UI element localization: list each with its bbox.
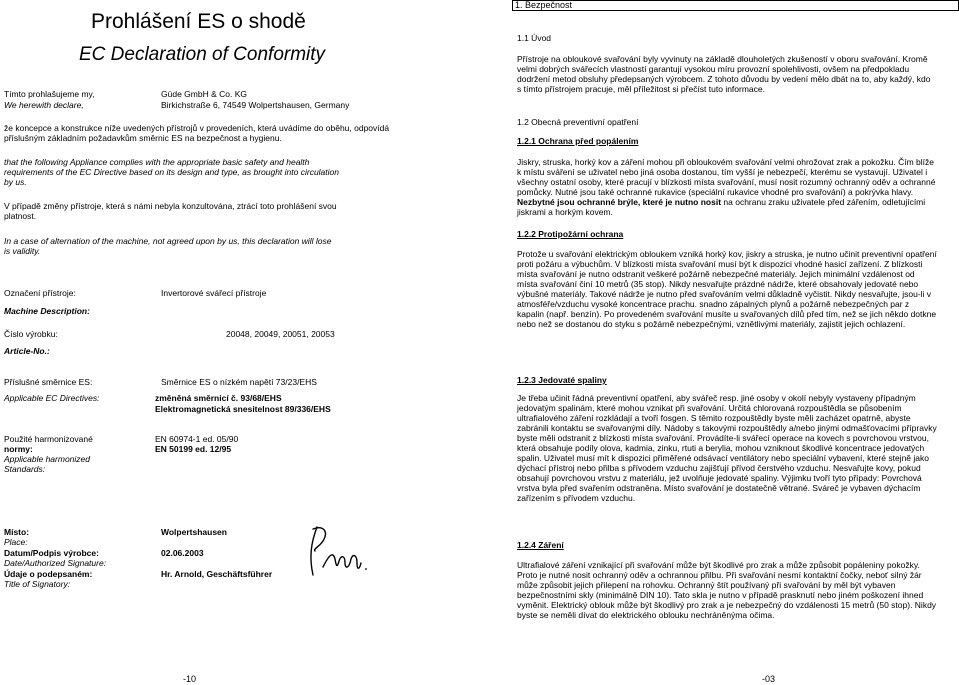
- directive-low-voltage: Směrnice ES o nízkém napětí 73/23/EHS: [161, 377, 317, 387]
- date-label-cs: Datum/Podpis výrobce:: [4, 548, 99, 558]
- company-name: Güde GmbH & Co. KG: [161, 89, 247, 99]
- signatory-label-cs: Údaje o podepsaném:: [4, 569, 93, 579]
- standards-label-cs: Použité harmonizované: [4, 434, 93, 444]
- directives-label-en: Applicable EC Directives:: [4, 393, 100, 403]
- section-1-2-1-text-bold: Nezbytné jsou ochranné brýle, které je nutno nosit: [517, 197, 722, 207]
- article-label-en: Article-No.:: [4, 346, 50, 356]
- signature-image: [303, 525, 373, 580]
- standards-label-en: Applicable harmonized: [4, 454, 90, 464]
- section-1-1-text: Přístroje na obloukové svařování byly vyvinuty na základě dlouholetých zkušeností v oboru svařování. Kromě velmi dobrých svářecích vlastností garantují vysokou míru provozní spolehlivosti, ovšem na předpokladu dodržení metod obsluhy předepsaných výrobcem. Z tohoto důvodu by vedení mělo dbát na to, aby každý, kdo s tímto přístrojem pracuje, měl příležitost si přečíst tuto informace.: [517, 54, 931, 94]
- section-1-2-2-text: Protože u svařování elektrickým obloukem vzniká horký kov, jiskry a struska, je nutno učinit preventivní opatření proti požáru a výbuchům. V blízkosti místa svařování musí být k dispozici vhodné hasicí zařízení. Z blízkosti místa svařování je nutno odstranit veškeré požárně nebezpečné materiály. Jejich minimální vzdálenost od místa svařování činí 10 metrů (35 stop). Nikdy nesvařujte prázdné nádrže, které obsahovaly jedovaté nebo výbušné materiály. Takové nádrže je nutno před svařováním velmi důkladně vyčistit. Nikdy nesvařujte, jsou-li v atmosféře/vzduchu vysoké koncentrace prachu. snadno zápalných plynů a požárně nebezpečných par z kapalin (např. benzín). Po provedeném svařování musíte u svařovaných dílů před tím, než se jich někdo dotkne nebo než se dostanou do styku s požárně nebezpečnými, vznětlivými materiály, zajistit jejich ochlazení.: [517, 249, 937, 329]
- declaration-para-cs: že koncepce a konstrukce níže uvedených přístrojů v provedeních, která uvádíme do oběhu, odpovídá příslušným základním požadavkům směrnic ES na bezpečnost a hygienu.: [4, 123, 390, 143]
- company-address: Birkichstraße 6, 74549 Wolpertshausen, Germany: [161, 100, 350, 110]
- directives-label-cs: Příslušné směrnice ES:: [4, 377, 93, 387]
- signatory-value: Hr. Arnold, Geschäftsführer: [161, 569, 273, 579]
- page-number-right: -03: [762, 674, 776, 684]
- page-title: Prohlášení ES o shodě: [91, 10, 306, 33]
- declare-label-en: We herewith declare,: [4, 100, 84, 110]
- page-number-left: -10: [183, 674, 197, 684]
- device-label-en: Machine Description:: [4, 306, 90, 316]
- declare-label-cs: Tímto prohlašujeme my,: [4, 89, 95, 99]
- section-1-2-1-text-b: na ochranu zraku uživatele před zářením, odletujícími jiskrami a horkým kovem.: [517, 197, 926, 217]
- directive-emc: Elektromagnetická snesitelnost 89/336/EHS: [155, 404, 331, 414]
- section-header: 1. Bezpečnost: [515, 0, 573, 10]
- section-1-2-1-title: 1.2.1 Ochrana před popálením: [517, 136, 639, 146]
- section-1-2-1-text: [517, 157, 937, 217]
- change-para-en: In a case of alternation of the machine, not agreed upon by us, this declaration will lose is validity.: [4, 236, 332, 256]
- section-1-2-3-title: 1.2.3 Jedovaté spaliny: [517, 375, 607, 385]
- article-label-cs: Číslo výrobku:: [4, 329, 58, 339]
- standards-label-en-2: Standards:: [4, 464, 46, 474]
- standards-label-cs-2: normy:: [4, 444, 33, 454]
- place-label-en: Place:: [4, 537, 28, 547]
- date-label-en: Date/Authorized Signature:: [4, 558, 107, 568]
- place-label-cs: Místo:: [4, 527, 30, 537]
- directive-amendment: změněná směrnicí č. 93/68/EHS: [155, 393, 282, 403]
- declaration-para-en: that the following Appliance complies with the appropriate basic safety and health requirements of the EC Directive based on its design and type, as brought into circulation by us.: [4, 157, 339, 187]
- section-1-2-title: 1.2 Obecná preventivní opatření: [517, 117, 639, 127]
- section-1-2-1-text-a: Jiskry, struska, horký kov a záření mohou při obloukovém svařování velmi ohrožovat zrak a pokožku. Čím blíže k místu sváření se uživatel nebo jiná osoba dostanou, tím vyšší je nebezpečí, kterému se vystavují. Uživatel i všechny ostatní osoby, které pracují v blízkosti místa svařování, musí nosit rozumný ochranný oděv a ochranné pomůcky. Nutné jsou také ochranné rukavice (speciální rukavice vhodné pro svařování) a pokrývka hlavy.: [517, 157, 936, 197]
- signatory-label-en: Title of Signatory:: [4, 579, 71, 589]
- device-value: Invertorové svářecí přístroje: [161, 288, 267, 298]
- device-label-cs: Označení přístroje:: [4, 288, 76, 298]
- section-1-2-3-text: Je třeba učinit řádná preventivní opatření, aby svářeč resp. jiné osoby v okolí nebyly vystaveny případným jedovatým spalinám, které mohou vznikat při svařování. Určitá chlorovaná rozpouštědla se působením ultrafialového záření rozkládají a tvoří fosgen. S těmito rozpouštědly byste měli zacházet opatrně, abyste zabránili kontaktu se svařovanými díly. Nádoby s takovými rozpouštědly a/nebo jinými odmašťovacími přípravky byste měli odstranit z blízkosti místa svařování. Provádíte-li svářecí operace na kovech s povrchovou vrstvou, která obsahuje podíly olova, kadmia, zinku, rtuti a berylia, mohou vzniknout škodlivé koncentrace jedovatých spalin. Uživatel musí mít k dispozici přiměřené odsávací ventilátory nebo speciální vybavení, které stejně jako dýchací přístroj nebo přilba s přívodem vzduchu zajišťují přívod čerstvého vzduchu. Nesvařujte kovy, pokud obsahují povrchovou vrstvu z materiálu, jež uvolňuje jedovaté spaliny. Výjimku tvoří tyto případy: Povrchová vrstva byla před svařením odstraněna. Místo svařování je dostatečně větrané. Sváreč je vybaven dýchacím zařízením s přívodem vzduchu.: [517, 393, 937, 503]
- section-1-2-4-text: Ultrafialové záření vznikající při svařování může být škodlivé pro zrak a může způsobit popáleniny pokožky. Proto je nutné nosit ochranný oděv a ochrannou přilbu. Při svařování nesmí kontaktní čočky, neboť silný žár může způsobit jejich přilepení na rohovku. Ochranný štít používaný při svařování by měl být vybaven bezpečnostními skly (minimálně DIN 10). Tato skla je nutno v případě prasknutí nebo jiném poškození ihned vyměnit. Elektrický oblouk může být škodlivý pro zrak a je nebezpečný do vzdálenosti 15 metrů (50 stop). Nikdy byste se neměli dívat do elektrického oblouku nechráněnýma očima.: [517, 560, 937, 620]
- section-1-2-4-title: 1.2.4 Záření: [517, 540, 564, 550]
- place-value: Wolpertshausen: [161, 527, 227, 537]
- standard-60974: EN 60974-1 ed. 05/90: [155, 434, 239, 444]
- date-value: 02.06.2003: [161, 548, 204, 558]
- page-subtitle: EC Declaration of Conformity: [79, 44, 326, 65]
- section-1-1-title: 1.1 Úvod: [517, 33, 552, 43]
- standard-50199: EN 50199 ed. 12/95: [155, 444, 232, 454]
- section-1-2-2-title: 1.2.2 Protipožární ochrana: [517, 229, 624, 239]
- section-header-bar: [512, 0, 959, 11]
- change-para-cs: V případě změny přístroje, která s námi nebyla konzultována, ztrácí toto prohlášení svou platnost.: [4, 201, 337, 221]
- article-value: 20048, 20049, 20051, 20053: [226, 329, 335, 339]
